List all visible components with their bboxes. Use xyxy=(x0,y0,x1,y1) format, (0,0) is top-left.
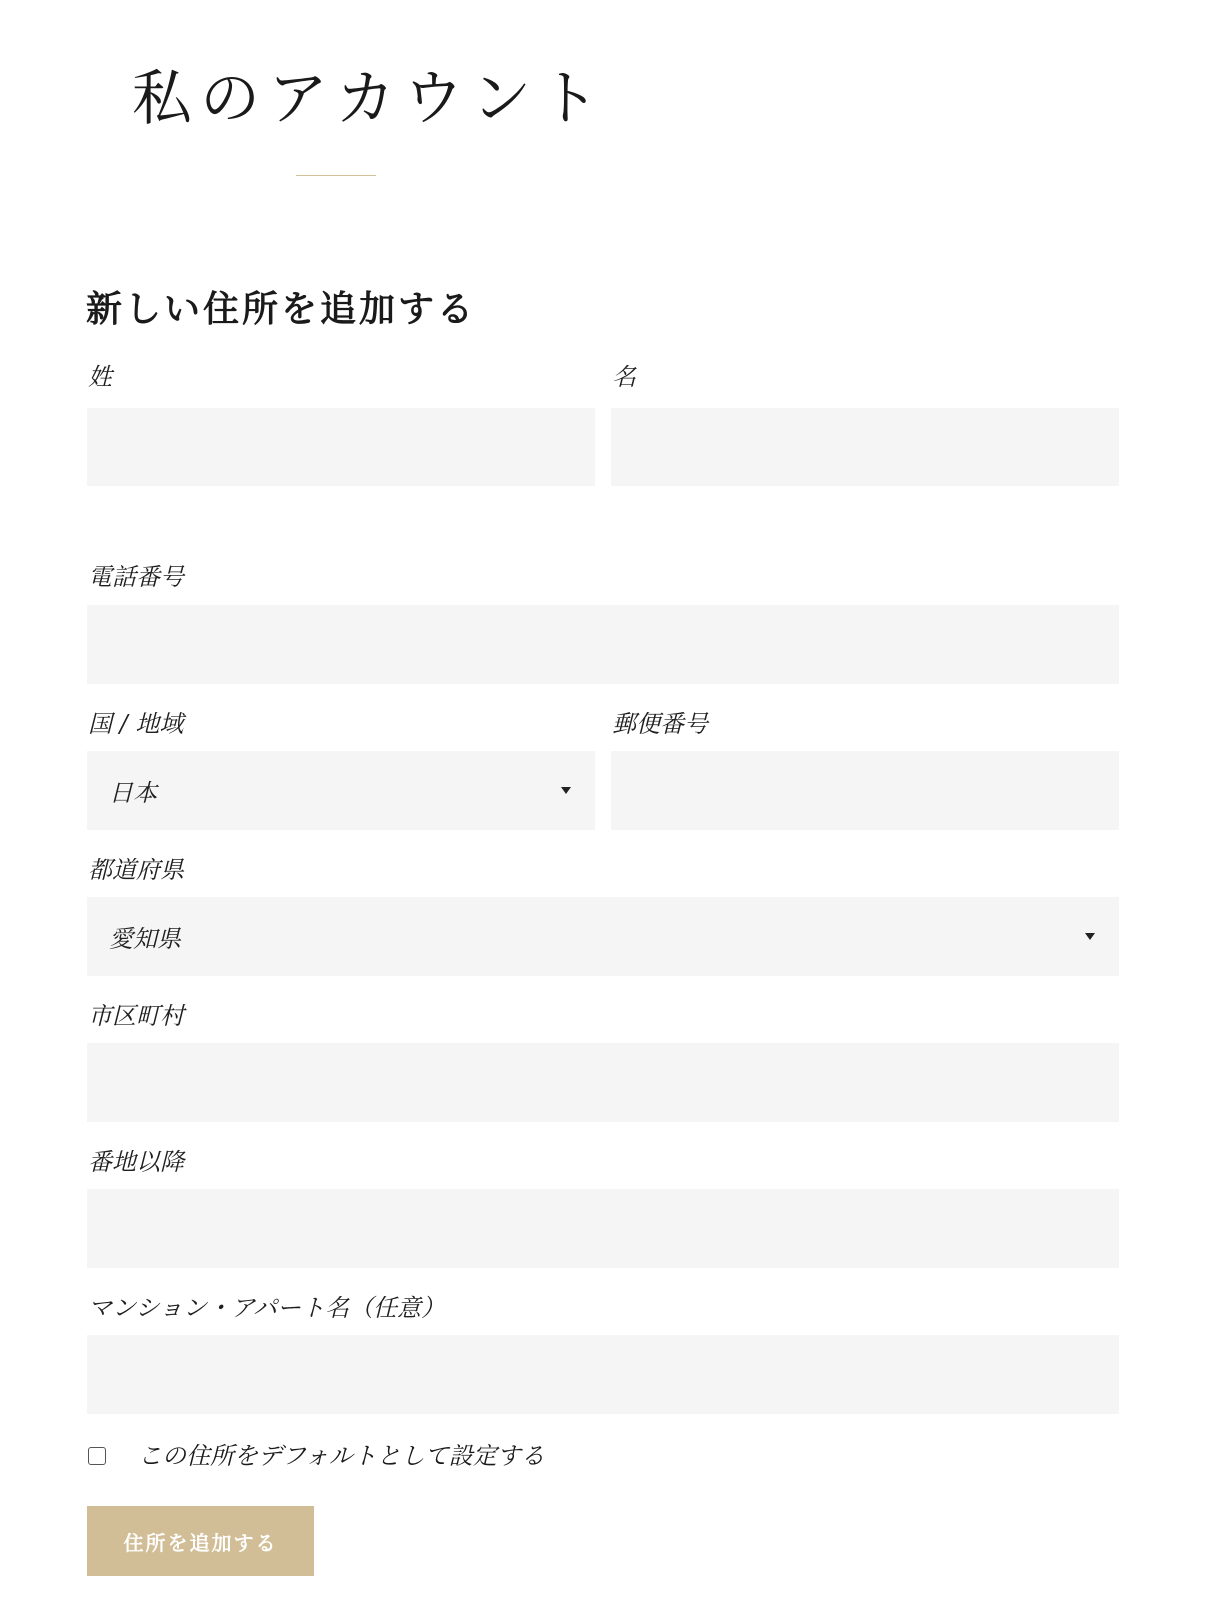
address-line-label: 番地以降 xyxy=(88,1148,184,1176)
postal-code-input[interactable] xyxy=(611,751,1119,830)
city-input[interactable] xyxy=(87,1043,1119,1122)
chevron-down-icon xyxy=(561,787,571,794)
default-address-label: この住所をデフォルトとして設定する xyxy=(138,1442,545,1470)
title-divider xyxy=(296,175,376,176)
prefecture-select[interactable] xyxy=(87,897,1119,976)
first-name-label: 名 xyxy=(612,363,636,391)
first-name-input[interactable] xyxy=(611,408,1119,486)
country-label: 国 / 地域 xyxy=(88,710,184,738)
phone-label: 電話番号 xyxy=(88,563,184,591)
address-line-input[interactable] xyxy=(87,1189,1119,1268)
phone-input[interactable] xyxy=(87,605,1119,684)
city-label: 市区町村 xyxy=(88,1002,184,1030)
country-select[interactable] xyxy=(87,751,595,830)
add-address-button[interactable]: 住所を追加する xyxy=(87,1506,314,1576)
prefecture-selected-value: 愛知県 xyxy=(109,925,181,953)
country-selected-value: 日本 xyxy=(109,779,157,807)
postal-code-label: 郵便番号 xyxy=(612,710,708,738)
building-label: マンション・アパート名（任意） xyxy=(88,1294,445,1322)
building-input[interactable] xyxy=(87,1335,1119,1414)
last-name-input[interactable] xyxy=(87,408,595,486)
page-title: 私のアカウント xyxy=(132,64,608,134)
form-heading: 新しい住所を追加する xyxy=(86,288,477,330)
default-address-checkbox[interactable] xyxy=(88,1447,106,1465)
last-name-label: 姓 xyxy=(88,363,112,391)
prefecture-label: 都道府県 xyxy=(88,856,184,884)
chevron-down-icon xyxy=(1085,933,1095,940)
